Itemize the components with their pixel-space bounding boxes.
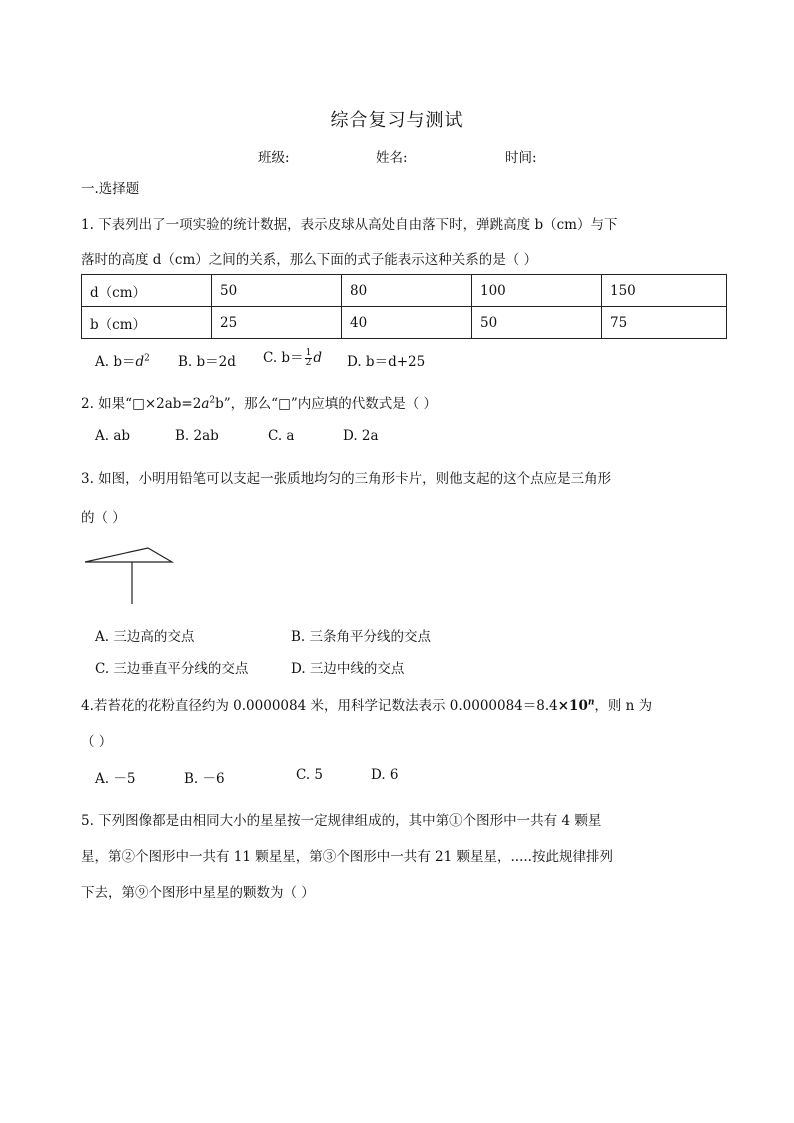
table-row xyxy=(82,275,727,307)
fraction xyxy=(305,349,313,368)
q2-text-part: b”，那么“□”内应填的代数式是（ ） xyxy=(215,396,438,412)
table-cell: 50 xyxy=(212,275,342,307)
q3-option-d[interactable]: D. 三边中线的交点 xyxy=(291,661,405,677)
name-label: 姓名: xyxy=(376,150,408,166)
triangle-pencil-figure xyxy=(80,542,180,608)
table-cell: 40 xyxy=(342,307,472,339)
q4-option-a[interactable]: A. －5 xyxy=(95,771,136,787)
q3-option-b[interactable]: B. 三条角平分线的交点 xyxy=(291,629,432,645)
q5-text-line1: 5. 下列图像都是由相同大小的星星按一定规律组成的，其中第①个图形中一共有 4 颗星 xyxy=(81,813,602,829)
triangle-card xyxy=(85,548,172,562)
table-cell: 80 xyxy=(342,275,472,307)
section-heading: 一.选择题 xyxy=(81,181,140,197)
q5-text-line2: 星，第②个图形中一共有 11 颗星星，第③个图形中一共有 21 颗星星，.....按此规律排列 xyxy=(81,849,613,865)
q4-option-c[interactable]: C. 5 xyxy=(296,767,324,783)
data-table xyxy=(81,274,727,339)
q4-option-d[interactable]: D. 6 xyxy=(371,767,399,783)
option-variable: d xyxy=(135,354,145,370)
option-text: A. b＝ xyxy=(95,354,136,370)
q5-text-line3: 下去，第⑨个图形中星星的颗数为（ ） xyxy=(81,885,315,901)
table-cell: d（cm） xyxy=(82,275,212,307)
q3-option-a[interactable]: A. 三边高的交点 xyxy=(95,629,195,645)
q3-option-c[interactable]: C. 三边垂直平分线的交点 xyxy=(95,661,249,677)
q4-text-part: 4.若苔花的花粉直径约为 0.0000084 米，用科学记数法表示 0.0000084＝8.4 xyxy=(81,698,558,714)
table-cell: 50 xyxy=(472,307,602,339)
q3-text-line2: 的（ ） xyxy=(81,510,126,526)
table-cell: 25 xyxy=(212,307,342,339)
table-cell: 100 xyxy=(472,275,602,307)
q4-times-ten: ×10 xyxy=(557,698,588,714)
fraction-numerator: 1 xyxy=(305,348,312,358)
table-cell: 75 xyxy=(602,307,727,339)
q1-option-c[interactable] xyxy=(263,346,322,368)
q1-text-line1: 1. 下表列出了一项实验的统计数据，表示皮球从高处自由落下时，弹跳高度 b（cm）与下 xyxy=(81,217,618,233)
q2-option-c[interactable]: C. a xyxy=(268,428,295,444)
option-variable: d xyxy=(313,350,322,366)
table-cell: 150 xyxy=(602,275,727,307)
q1-option-b[interactable]: B. b＝2d xyxy=(178,354,236,370)
q4-text-part: ，则 n 为 xyxy=(594,698,653,714)
q2-variable: a xyxy=(201,396,210,412)
class-label: 班级: xyxy=(258,150,290,166)
q2-text-part: 2. 如果“□×2ab=2 xyxy=(81,396,202,412)
q3-text-line1: 3. 如图，小明用铅笔可以支起一张质地均匀的三角形卡片，则他支起的这个点应是三角形 xyxy=(81,471,612,487)
q1-option-d[interactable]: D. b＝d+25 xyxy=(347,354,426,370)
time-label: 时间: xyxy=(505,150,537,166)
q2-exponent: 2 xyxy=(209,395,216,406)
q2-option-a[interactable]: A. ab xyxy=(95,428,131,444)
q4-exponent: n xyxy=(587,697,595,708)
q4-text-line2: （ ） xyxy=(81,734,113,750)
q4-text-line1 xyxy=(81,694,652,714)
page-title: 综合复习与测试 xyxy=(330,110,464,131)
option-exponent: 2 xyxy=(144,353,150,364)
q2-text xyxy=(81,392,437,412)
q2-option-d[interactable]: D. 2a xyxy=(343,428,379,444)
option-text: C. b＝ xyxy=(263,350,304,366)
q1-option-a[interactable] xyxy=(95,350,150,370)
table-cell: b（cm） xyxy=(82,307,212,339)
q1-text-line2: 落时的高度 d（cm）之间的关系，那么下面的式子能表示这种关系的是（ ） xyxy=(81,252,538,268)
table-row xyxy=(82,307,727,339)
fraction-denominator: 2 xyxy=(305,358,312,368)
q4-option-b[interactable]: B. －6 xyxy=(184,771,225,787)
q2-option-b[interactable]: B. 2ab xyxy=(175,428,219,444)
